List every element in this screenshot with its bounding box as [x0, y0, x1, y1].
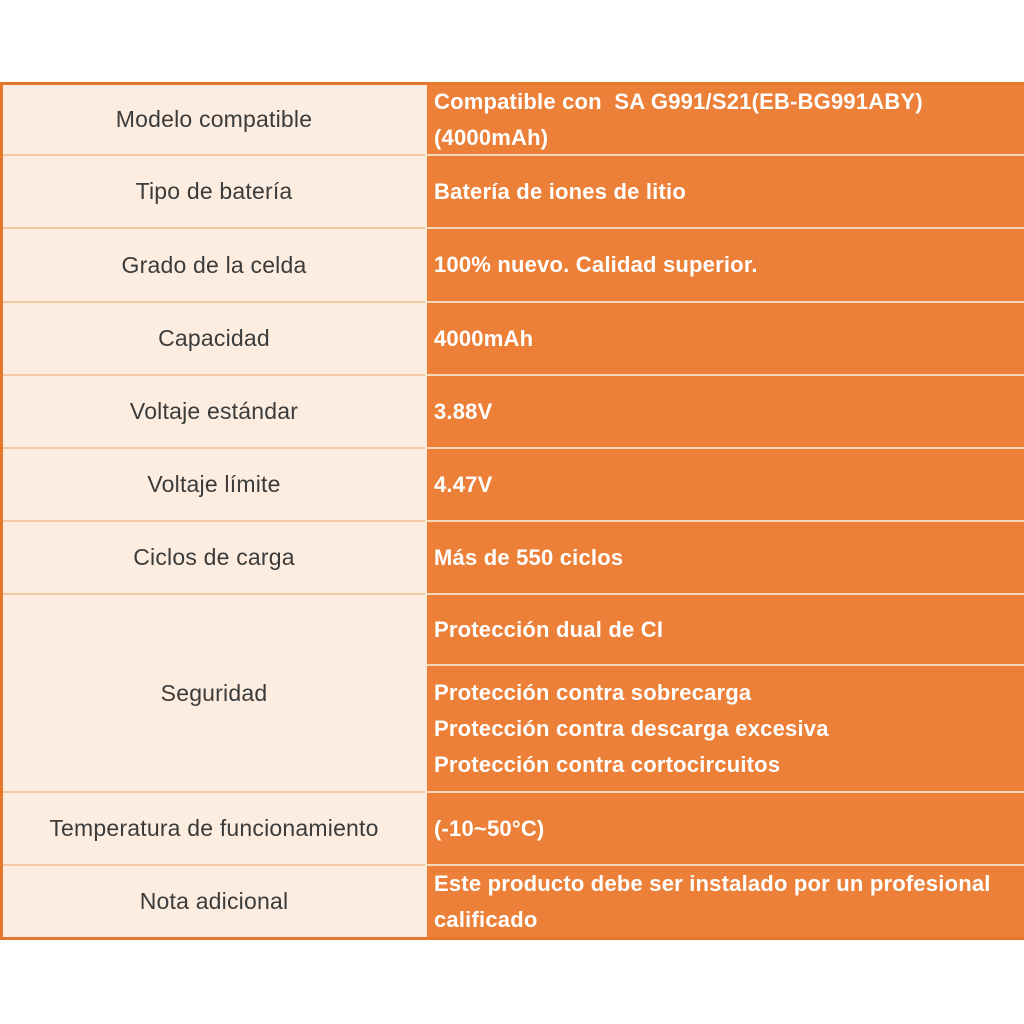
- row-label: Capacidad: [3, 303, 425, 376]
- table-row: [3, 866, 1024, 937]
- value-line: (4000mAh): [434, 124, 549, 150]
- table-row: [3, 229, 1024, 303]
- row-label: Nota adicional: [3, 866, 425, 937]
- row-label: Seguridad: [3, 595, 425, 793]
- row-label: Grado de la celda: [3, 229, 425, 303]
- table-row: [3, 449, 1024, 522]
- value-line: 100% nuevo. Calidad superior.: [434, 252, 758, 277]
- value-group: [427, 156, 1024, 229]
- value-group: [427, 449, 1024, 522]
- table-row: [3, 85, 1024, 156]
- value-group: [427, 85, 1024, 156]
- value-line: Más de 550 ciclos: [434, 544, 624, 570]
- row-value-cell: [425, 85, 1024, 156]
- row-label: Voltaje estándar: [3, 376, 425, 449]
- row-label: Tipo de batería: [3, 156, 425, 229]
- value-group: [427, 229, 1024, 303]
- value-group: [427, 866, 1024, 937]
- row-label: Voltaje límite: [3, 449, 425, 522]
- row-label: Modelo compatible: [3, 85, 425, 156]
- row-label: Ciclos de carga: [3, 522, 425, 595]
- table-row: [3, 303, 1024, 376]
- value-line: Protección dual de CI: [434, 616, 664, 642]
- value-group: [427, 666, 1024, 793]
- row-label: Temperatura de funcionamiento: [3, 793, 425, 866]
- table-row: [3, 376, 1024, 449]
- value-group: [427, 793, 1024, 866]
- value-line: (-10~50°C): [434, 815, 545, 841]
- row-value-cell: [425, 595, 1024, 793]
- value-line: Protección contra cortocircuitos: [434, 751, 781, 777]
- table-row: [3, 595, 1024, 793]
- value-line: Protección contra descarga excesiva: [434, 715, 829, 741]
- value-line: calificado: [434, 906, 538, 932]
- value-group: [427, 303, 1024, 376]
- value-line: Batería de iones de litio: [434, 178, 686, 204]
- table-row: [3, 522, 1024, 595]
- value-line: 4.47V: [434, 471, 493, 497]
- value-line: Protección contra sobrecarga: [434, 679, 752, 705]
- value-line: Este producto debe ser instalado por un profesional: [434, 870, 991, 896]
- value-line: 3.88V: [434, 398, 493, 424]
- row-value-cell: [425, 376, 1024, 449]
- value-line: Compatible con SA G991/S21(EB-BG991ABY): [434, 88, 923, 114]
- row-value-cell: [425, 793, 1024, 866]
- row-value-cell: [425, 303, 1024, 376]
- row-value-cell: [425, 156, 1024, 229]
- row-value-cell: [425, 866, 1024, 937]
- value-group: [427, 595, 1024, 666]
- table-row: [3, 156, 1024, 229]
- value-group: [427, 522, 1024, 595]
- value-group: [427, 376, 1024, 449]
- row-value-cell: [425, 522, 1024, 595]
- row-value-cell: [425, 449, 1024, 522]
- row-value-cell: [425, 229, 1024, 303]
- table-row: [3, 793, 1024, 866]
- battery-spec-table: [0, 82, 1024, 940]
- value-line: 4000mAh: [434, 325, 534, 351]
